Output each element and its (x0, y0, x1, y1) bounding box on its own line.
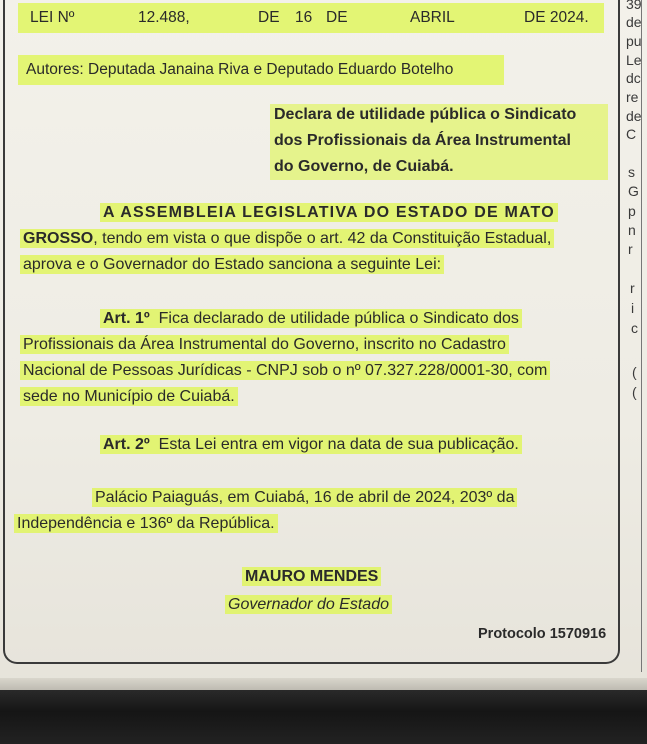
adjacent-col-18: ( (632, 384, 637, 400)
lei-day: 16 (295, 9, 313, 26)
lei-de-2: DE (326, 9, 348, 26)
adjacent-col-6: re (626, 89, 639, 105)
adjacent-col-12: n (628, 222, 636, 238)
adjacent-col-5: dc (626, 70, 641, 86)
art1-line-4: sede no Município de Cuiabá. (20, 387, 238, 406)
lei-month: ABRIL (410, 9, 455, 26)
preamble (20, 200, 610, 278)
art1-line-2: Profissionais da Área Instrumental do Governo, inscrito no Cadastro (20, 335, 509, 354)
adjacent-col-3: pu (626, 33, 642, 49)
article-2 (20, 432, 610, 458)
closing-line-2: Independência e 136º da República. (14, 514, 278, 533)
preamble-line-1: A ASSEMBLEIA LEGISLATIVA DO ESTADO DE MATO (100, 203, 558, 222)
lei-year: DE 2024. (524, 9, 589, 26)
adjacent-col-4: Le (626, 52, 642, 68)
adjacent-col-10: G (628, 183, 639, 199)
adjacent-col-11: p (628, 203, 636, 219)
adjacent-col-16: c (631, 320, 638, 336)
lei-label: LEI Nº (30, 9, 75, 26)
adjacent-col-17: ( (632, 364, 637, 380)
signatory-title (225, 596, 392, 614)
authors: Autores: Deputada Janaina Riva e Deputado Eduardo Botelho (26, 61, 454, 78)
lei-number: 12.488, (138, 9, 190, 26)
ementa-line-1: Declara de utilidade pública o Sindicato (274, 106, 577, 123)
closing (17, 485, 620, 537)
column-divider (641, 0, 642, 672)
adjacent-col-14: r (630, 280, 635, 296)
background-surface (0, 690, 647, 744)
art2-line (100, 435, 522, 454)
ementa-line-3: do Governo, de Cuiabá. (274, 158, 454, 175)
article-1 (20, 306, 610, 410)
adjacent-col-9: s (628, 164, 635, 180)
protocol: Protocolo 1570916 (478, 626, 607, 642)
art1-label: Art. 1º (103, 310, 150, 327)
preamble-line-2 (20, 229, 554, 248)
adjacent-col-7: de (626, 108, 642, 124)
ementa-line-2: dos Profissionais da Área Instrumental (274, 132, 571, 149)
preamble-line-2-bold: GROSSO (23, 230, 94, 247)
ementa (268, 102, 610, 180)
art2-label: Art. 2º (103, 436, 150, 453)
signatory-name (242, 568, 381, 586)
adjacent-col-2: de (626, 14, 642, 30)
adjacent-col-8: C (626, 126, 637, 142)
signatory-name-text: MAURO MENDES (242, 567, 381, 586)
art1-line-1-text: Fica declarado de utilidade pública o Sindicato dos (158, 310, 519, 327)
lei-de-1: DE (258, 9, 280, 26)
art1-line-3: Nacional de Pessoas Jurídicas - CNPJ sob o nº 07.327.228/0001-30, com (20, 361, 550, 380)
preamble-line-2-rest: , tendo em vista o que dispõe o art. 42 da Constituição Estadual, (93, 230, 552, 247)
closing-line-1: Palácio Paiaguás, em Cuiabá, 16 de abril de 2024, 203º da (92, 488, 517, 507)
preamble-line-3: aprova e o Governador do Estado sanciona a seguinte Lei: (20, 255, 444, 274)
art1-line-1 (100, 309, 522, 328)
art2-text: Esta Lei entra em vigor na data de sua publicação. (158, 436, 519, 453)
signatory-title-text: Governador do Estado (225, 595, 392, 614)
adjacent-col-1: 39 (626, 0, 642, 12)
adjacent-col-13: r (628, 241, 633, 257)
adjacent-col-15: i (631, 300, 635, 316)
